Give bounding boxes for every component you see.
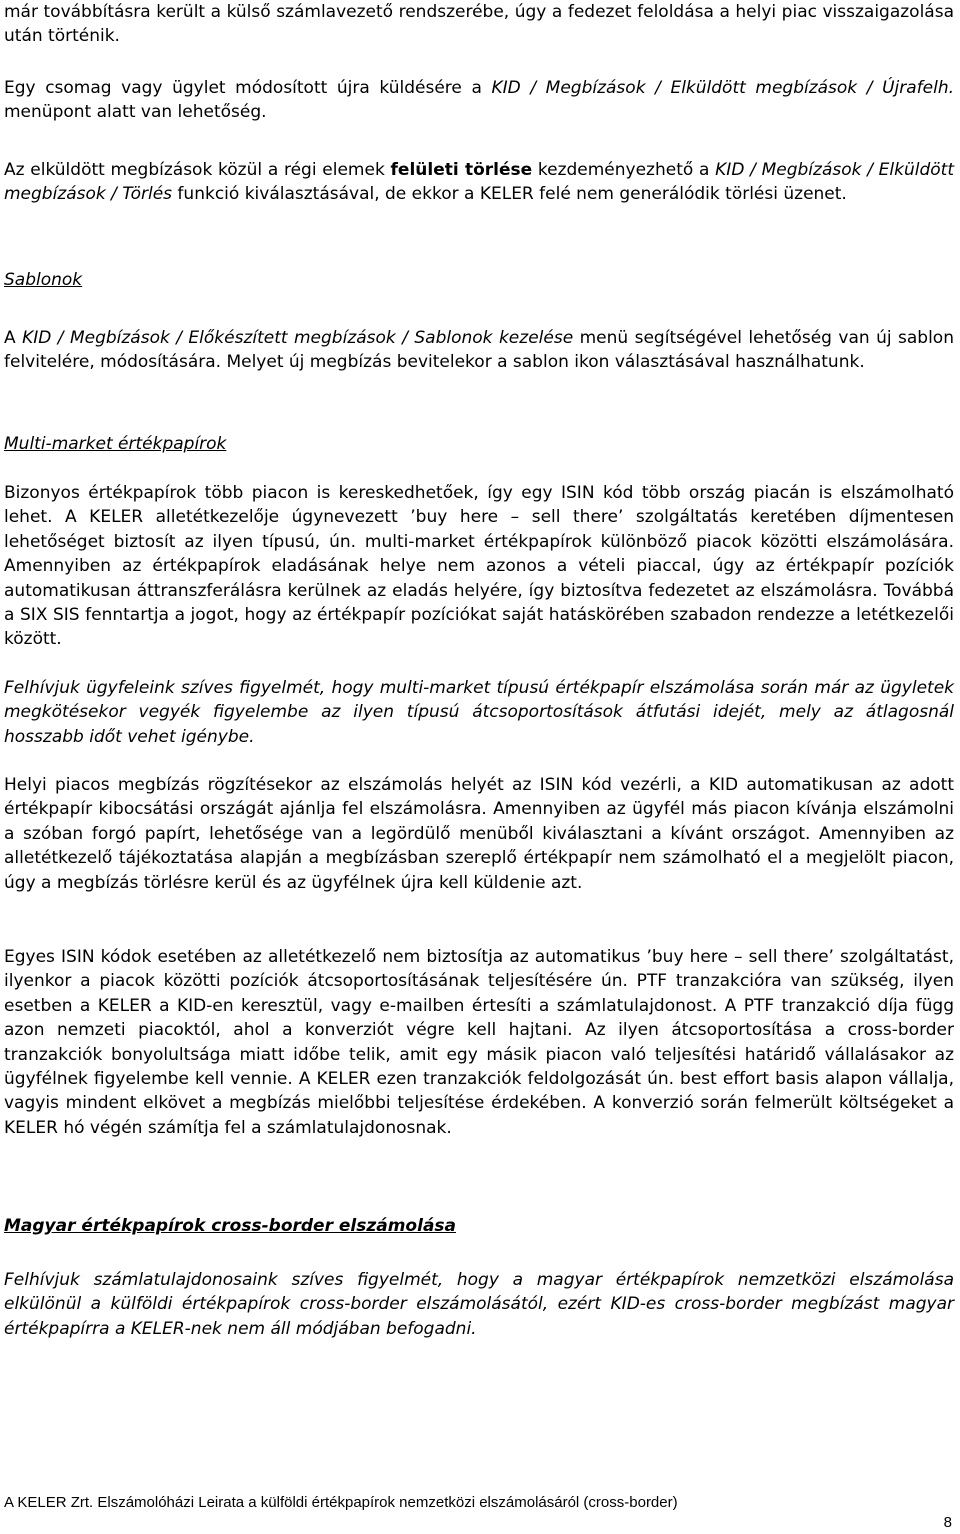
paragraph-settlement-release: már továbbításra került a külső számlavezető rendszerébe, úgy a fedezet feloldása a helyi piac visszaigazolása után történik. [4,2,954,47]
paragraph-resend [4,76,954,125]
paragraph-notice-multi-market: Felhívjuk ügyfeleink szíves figyelmét, hogy multi-market típusú értékpapír elszámolása során már az ügyletek megkötésekor vegyék figyelembe az ilyen típusú átcsoportosítások átfutási idejét, mely az átlagosnál hosszabb időt vehet igénybe. [4,678,954,747]
text: Az elküldött megbízások közül a régi elemek [4,160,391,180]
bold-term: felületi törlése [390,160,533,180]
paragraph-multi-market: Bizonyos értékpapírok több piacon is kereskedhetőek, így egy ISIN kód több ország piacán is elszámolható lehet. A KELER alletétkezelője úgynevezett ’buy here – sell there’ szolgáltatás keretében díjmentesen lehetőséget biztosít az ilyen típusú, ún. multi-market értékpapírok különböző piacok közötti elszámolására. Amennyiben az értékpapírok eladásának helye nem azonos a vételi piaccal, úgy az értékpapír pozíciók automatikusan áttranszferálásra kerülnek az eladás helyére, így biztosítva fedezetet az elszámolásra. Továbbá a SIX SIS fenntartja a jogot, hogy az értékpapír pozíciókat saját hatáskörében szabadon rendezze a letétkezelői között. [4,483,954,650]
text: menü segítségével lehetőség van új sablon felvitelére, módosítására. Melyet új megbízás bevitelekor a sablon ikon választásával használhatunk. [4,328,954,373]
menu-path: KID / Megbízások / Előkészített megbízások / Sablonok kezelése [22,328,574,348]
text: funkció kiválasztásával, de ekkor a KELER felé nem generálódik törlési üzenet. [172,184,847,205]
text: kezdeményezhető a [532,160,716,180]
text: Egy csomag vagy ügylet módosított újra küldésére a [4,78,492,98]
paragraph-ptf: Egyes ISIN kódok esetében az alletétkezelő nem biztosítja az automatikus ’buy here – sell there’ szolgáltatást, ilyenkor a piacok közötti pozíciók átcsoportosításának teljesítésére ún. PTF tranzakcióra van szükség, ilyen esetben a KELER a KID-en keresztül, vagy e-mailben értesíti a számlatulajdonost. A PTF tranzakció díja függ azon nemzeti piacoktól, ahol a konverziót végre kell hajtani. Az ilyen átcsoportosítása a cross-border tranzakciók bonyolultsága miatt időbe telik, amit egy másik piacon való teljesítési határidő vállalásakor az ügyfélnek figyelembe kell vennie. A KELER ezen tranzakciók feldolgozását ún. best effort basis alapon vállalja, vagyis mindent elkövet a megbízás mielőbbi teljesítése érdekében. A konverzió során felmerült költségeket a KELER hó végén számítja fel a számlatulajdonosnak. [4,947,954,1138]
page-footer: A KELER Zrt. Elszámolóházi Leirata a külföldi értékpapírok nemzetközi elszámolásáról (cross-border) [4,1494,678,1511]
paragraph-delete [4,158,954,207]
heading-hungarian-cross-border: Magyar értékpapírok cross-border elszámolása [4,1216,457,1236]
menu-path: KID / Megbízások / Elküldött megbízások / Újrafelh. [491,78,954,98]
heading-multi-market: Multi-market értékpapírok [4,434,227,454]
text: A [4,328,23,348]
paragraph-local-market: Helyi piacos megbízás rögzítésekor az elszámolás helyét az ISIN kód vezérli, a KID automatikusan az adott értékpapír kibocsátási országát ajánlja fel elszámolásra. Amennyiben az ügyfél más piacon kívánja elszámolni a szóban forgó papírt, lehetősége van a legördülő menüből kiválasztani a kívánt országot. Amennyiben az alletétkezelő tájékoztatása alapján a megbízásban szereplő értékpapír nem számolható el a megjelölt piacon, úgy a megbízás törlésre kerül és az ügyfélnek újra kell küldenie azt. [4,775,954,893]
paragraph-templates [4,326,954,375]
menu-path: KID / Megbízások / Elküldött megbízások / Törlés [4,160,954,205]
heading-sablonok: Sablonok [4,270,83,290]
page-number: 8 [943,1514,952,1531]
text: menüpont alatt van lehetőség. [4,102,267,123]
paragraph-notice-hungarian: Felhívjuk számlatulajdonosaink szíves figyelmét, hogy a magyar értékpapírok nemzetközi elszámolása elkülönül a külföldi értékpapírok cross-border elszámolásától, ezért KID-es cross-border megbízást magyar értékpapírra a KELER-nek nem áll módjában befogadni. [4,1270,954,1339]
